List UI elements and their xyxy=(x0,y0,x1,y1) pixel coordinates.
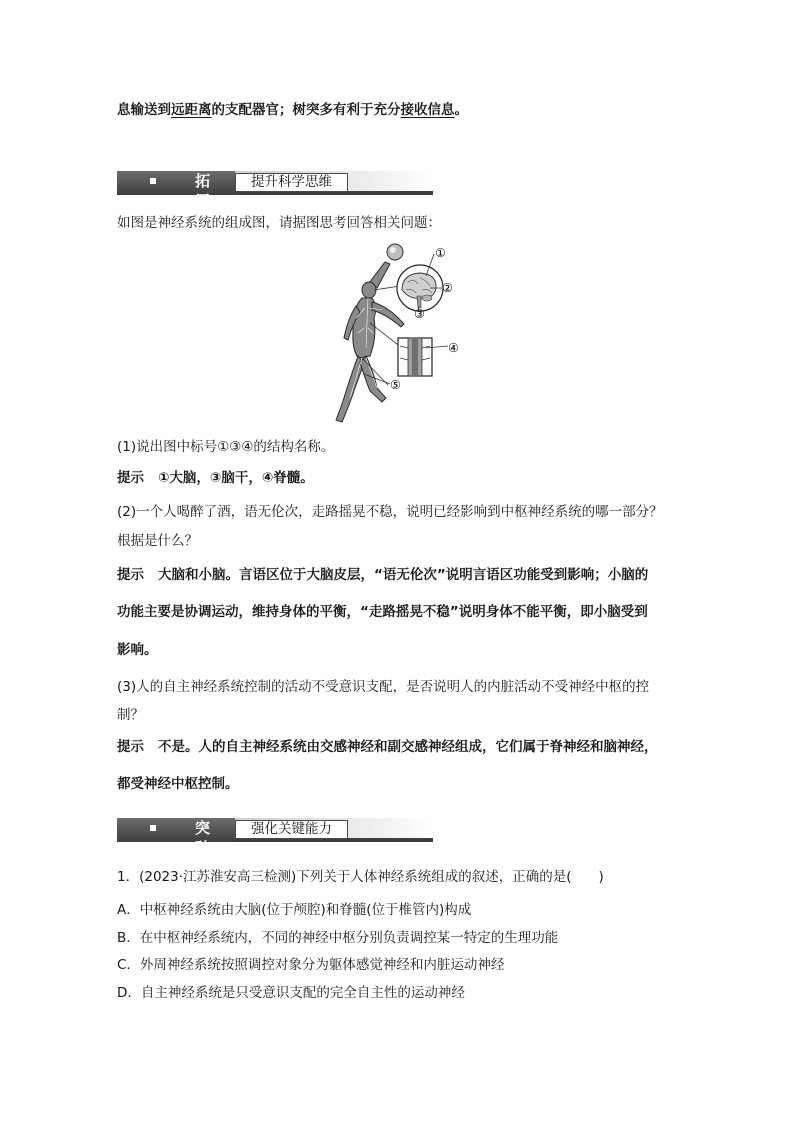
hint-answer: 大脑和小脑。言语区位于大脑皮层，“语无伦次”说明言语区功能受到影响；小脑的 xyxy=(158,567,649,583)
hint-1 xyxy=(117,468,314,488)
nervous-system-figure xyxy=(322,238,472,426)
text-segment: 。 xyxy=(454,102,468,118)
mcq-option-b[interactable]: B．在中枢神经系统内，不同的神经中枢分别负责调控某一特定的生理功能 xyxy=(117,930,559,946)
mcq-option-d[interactable]: D．自主神经系统是只受意识支配的完全自主性的运动神经 xyxy=(117,985,465,1001)
label-4: ④ xyxy=(448,341,459,355)
hint-2-line-3: 影响。 xyxy=(117,642,158,658)
continuation-text xyxy=(117,100,468,120)
question-1: (1)说出图中标号①③④的结构名称。 xyxy=(117,439,335,455)
hint-label: 提示 xyxy=(117,739,144,755)
mcq-option-a[interactable]: A．中枢神经系统由大脑(位于颅腔)和脊髓(位于椎管内)构成 xyxy=(117,902,472,918)
hint-label: 提示 xyxy=(117,470,144,486)
underlined-term: 接收信息 xyxy=(400,102,455,118)
label-3: ③ xyxy=(414,307,425,321)
section-banner-extend: 拓展 提升科学思维 xyxy=(117,171,433,195)
hint-answer: ①大脑，③脑干，④脊髓。 xyxy=(158,470,314,486)
nervous-system-illustration xyxy=(322,238,472,426)
square-bullet-icon xyxy=(150,178,156,184)
mcq-stem: 1．(2023·江苏淮安高三检测)下列关于人体神经系统组成的叙述，正确的是( ) xyxy=(117,869,604,885)
hint-3-line-2: 都受神经中枢控制。 xyxy=(117,776,239,792)
banner-dark-block xyxy=(117,171,235,195)
label-2: ② xyxy=(442,281,453,295)
banner-subtitle: 提升科学思维 xyxy=(235,173,348,192)
square-bullet-icon xyxy=(150,825,156,831)
banner-dark-block xyxy=(117,818,235,842)
hint-2-line-1 xyxy=(117,565,648,585)
hint-2-line-2: 功能主要是协调运动，维持身体的平衡，“走路摇晃不稳”说明身体不能平衡，即小脑受到 xyxy=(117,604,648,620)
underlined-term: 远距离 xyxy=(171,102,212,118)
question-2-line-1: (2)一个人喝醉了酒，语无伦次，走路摇晃不稳，说明已经影响到中枢神经系统的哪一部分？ xyxy=(117,504,663,520)
question-3-line-1: (3)人的自主神经系统控制的活动不受意识支配，是否说明人的内脏活动不受神经中枢的控 xyxy=(117,679,650,695)
banner-subtitle: 强化关键能力 xyxy=(235,820,348,839)
text-segment: 息输送到 xyxy=(117,102,171,118)
hint-label: 提示 xyxy=(117,567,144,583)
text-segment: 的支配器官；树突多有利于充分 xyxy=(211,102,401,118)
intro-text: 如图是神经系统的组成图，请据图思考回答相关问题： xyxy=(117,215,441,231)
question-3-line-2: 制？ xyxy=(117,707,144,723)
hint-3-line-1 xyxy=(117,737,658,757)
label-1: ① xyxy=(435,246,446,260)
section-banner-breakthrough: 突破 强化关键能力 xyxy=(117,818,433,842)
label-5: ⑤ xyxy=(390,378,401,392)
hint-answer: 不是。人的自主神经系统由交感神经和副交感神经组成，它们属于脊神经和脑神经， xyxy=(158,739,658,755)
question-2-line-2: 根据是什么？ xyxy=(117,533,198,549)
mcq-option-c[interactable]: C．外周神经系统按照调控对象分为躯体感觉神经和内脏运动神经 xyxy=(117,957,505,973)
